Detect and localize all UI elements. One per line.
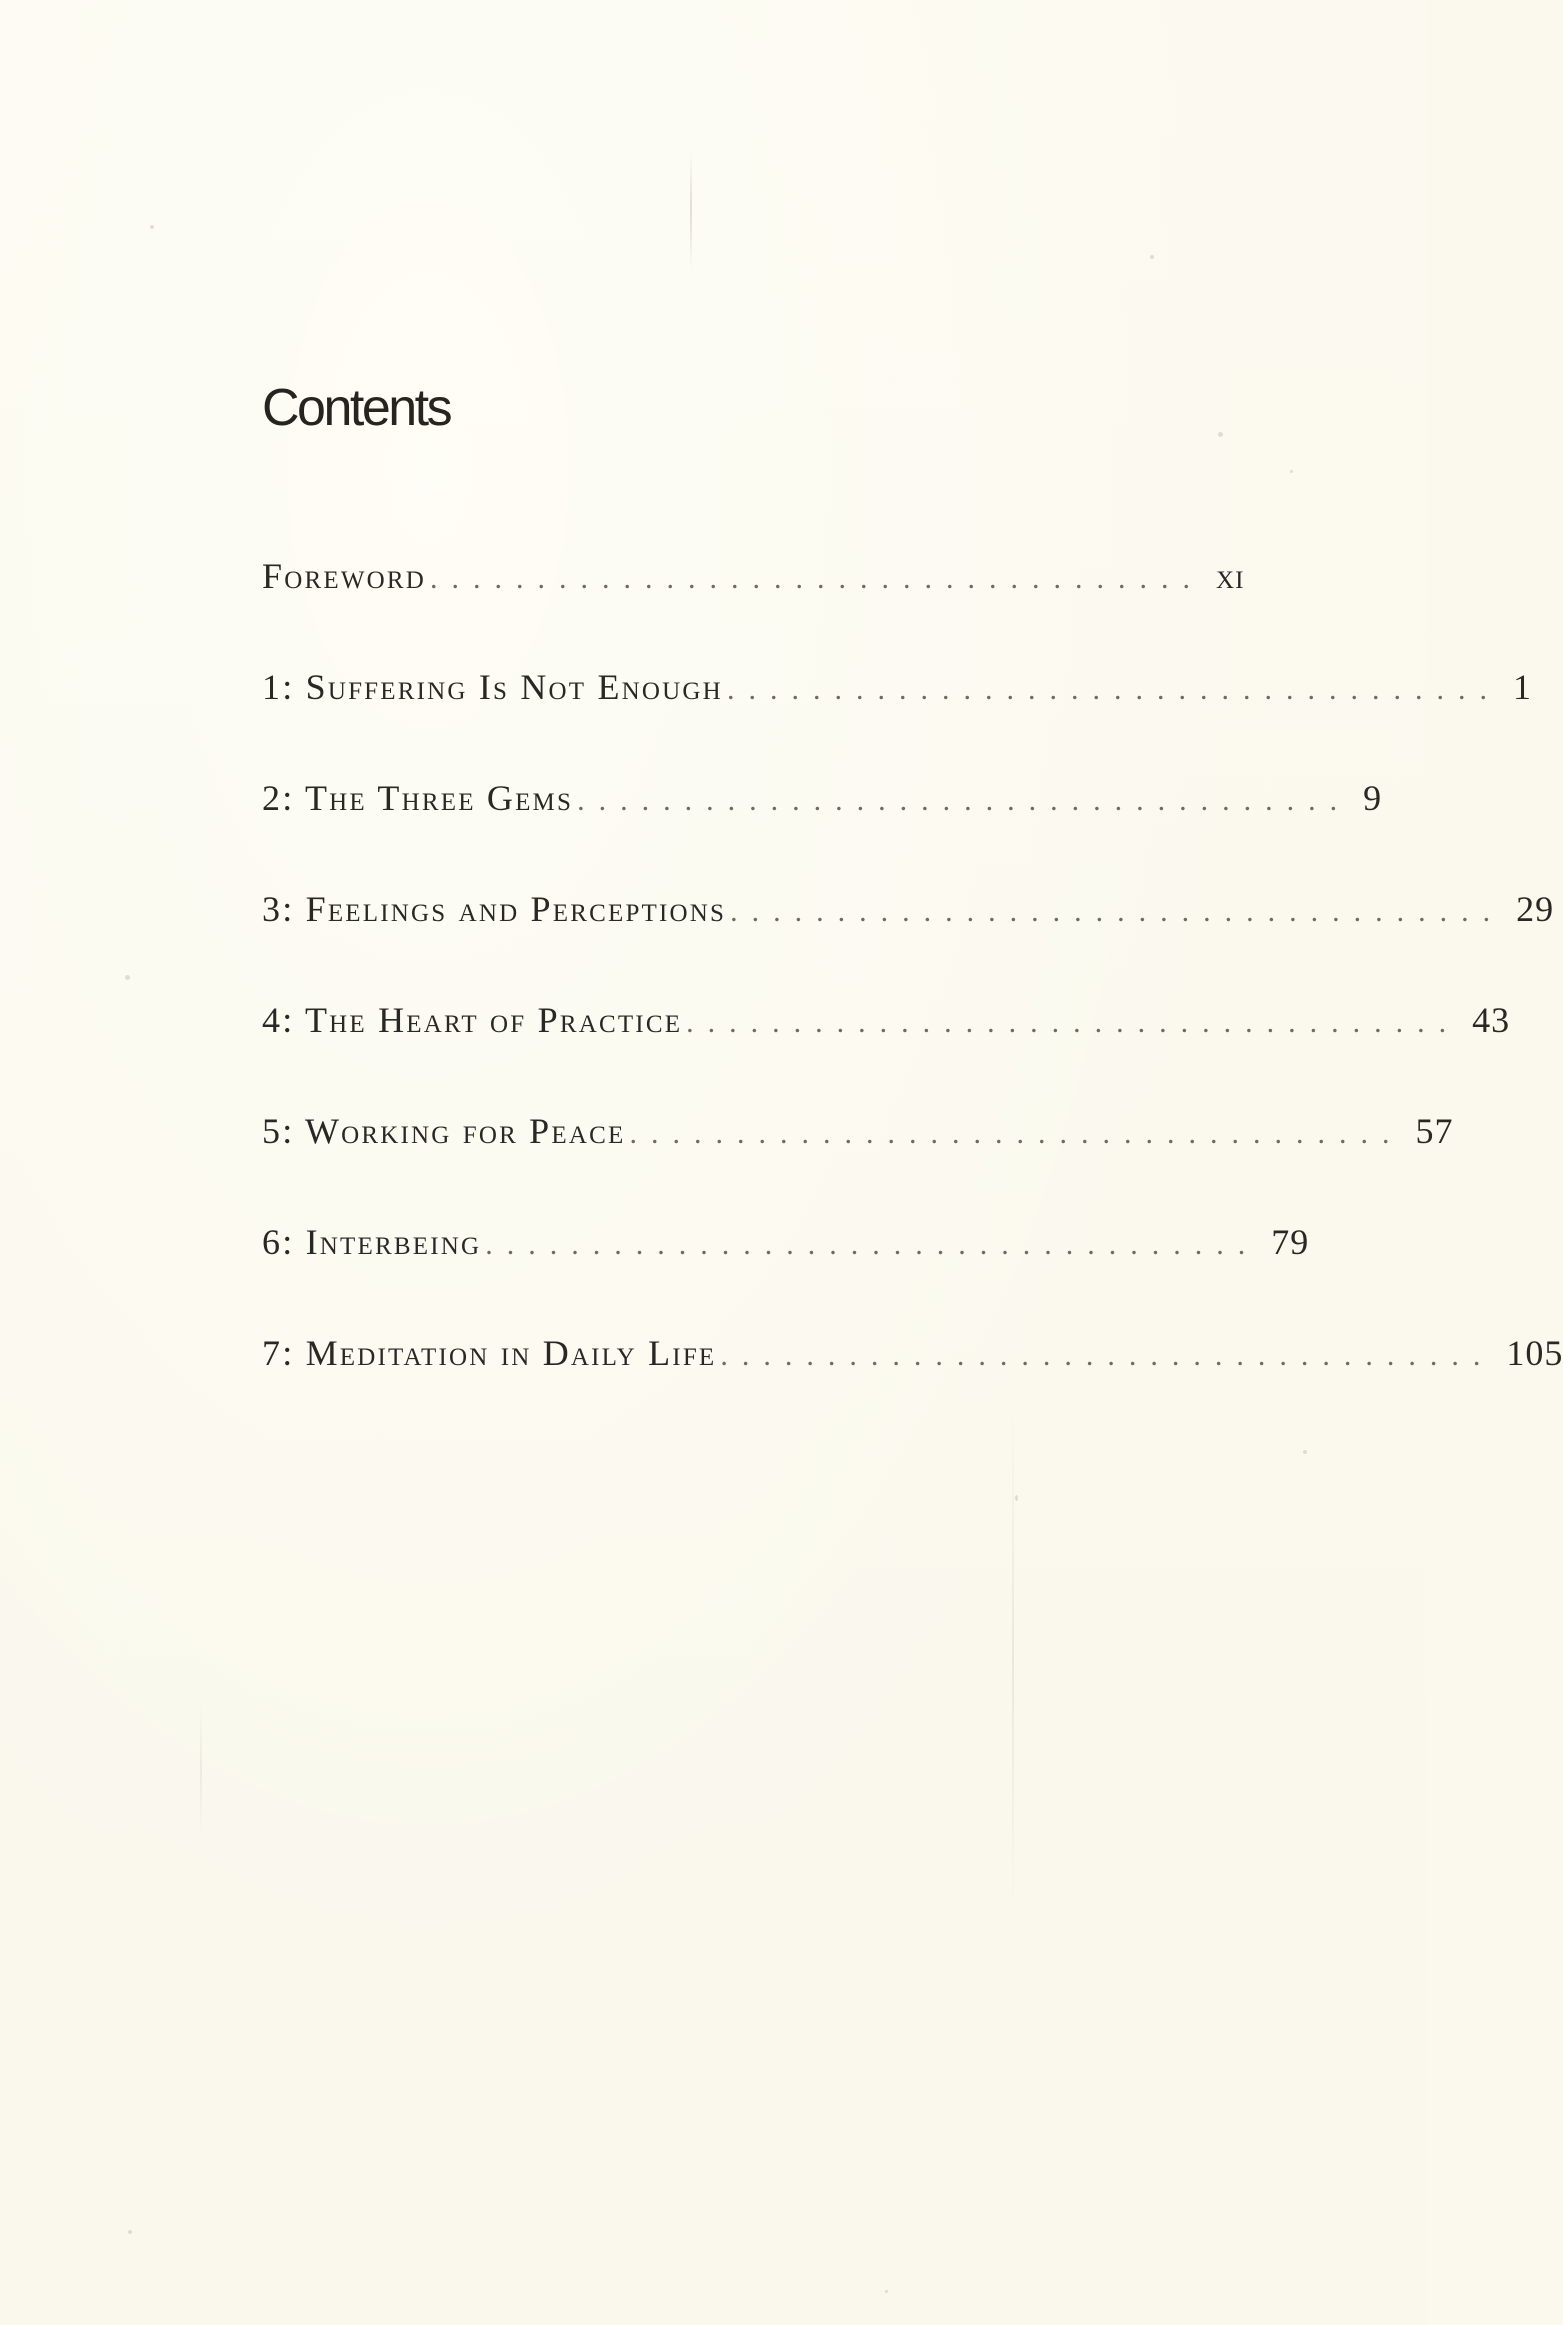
paper-speck — [1150, 255, 1154, 259]
paper-crease — [690, 150, 692, 270]
toc-entry-chapter-3[interactable] — [262, 888, 1555, 999]
toc-leader-dots: .................................... — [720, 1339, 1495, 1372]
toc-page-number: 43 — [1472, 1000, 1511, 1040]
paper-speck — [1290, 470, 1293, 473]
toc-entry-label: 6: Interbeing — [262, 1222, 482, 1262]
paper-speck — [885, 2290, 888, 2293]
paper-crease — [200, 1700, 202, 1840]
paper-crease — [1012, 1400, 1014, 1920]
toc-leader-dots: .................................... — [730, 895, 1505, 928]
paper-speck — [1218, 432, 1223, 437]
toc-page-number: xi — [1216, 556, 1245, 596]
toc-entry-label: 1: Suffering Is Not Enough — [262, 667, 723, 707]
paper-speck — [1303, 1450, 1307, 1454]
toc-entry-label: 3: Feelings and Perceptions — [262, 889, 727, 929]
toc-entry-label: 7: Meditation in Daily Life — [262, 1333, 717, 1373]
toc-entry-label: 5: Working for Peace — [262, 1111, 626, 1151]
table-of-contents — [262, 555, 1563, 1443]
toc-entry-chapter-1[interactable] — [262, 666, 1532, 777]
toc-leader-dots: .................................... — [726, 673, 1501, 706]
toc-leader-dots: .................................... — [686, 1006, 1461, 1039]
toc-entry-chapter-5[interactable] — [262, 1110, 1454, 1221]
toc-entry-label: 2: The Three Gems — [262, 778, 574, 818]
toc-entry-label: 4: The Heart of Practice — [262, 1000, 683, 1040]
toc-leader-dots: .................................... — [485, 1228, 1260, 1261]
toc-page-number: 29 — [1516, 889, 1555, 929]
toc-page-number: 105 — [1506, 1333, 1563, 1373]
toc-entry-label: Foreword — [262, 556, 427, 596]
paper-speck — [1015, 1495, 1018, 1501]
page-title: Contents — [262, 379, 451, 437]
paper-speck — [128, 2230, 132, 2234]
toc-page-number: 1 — [1512, 667, 1532, 707]
toc-entry-chapter-2[interactable] — [262, 777, 1383, 888]
toc-leader-dots: .................................... — [629, 1117, 1404, 1150]
toc-entry-chapter-4[interactable] — [262, 999, 1511, 1110]
paper-speck — [125, 975, 130, 980]
paper-speck — [150, 225, 154, 229]
toc-leader-dots: .................................... — [430, 562, 1205, 595]
toc-entry-chapter-7[interactable] — [262, 1332, 1563, 1443]
toc-page-number: 9 — [1363, 778, 1383, 818]
toc-leader-dots: .................................... — [577, 784, 1352, 817]
toc-entry-chapter-6[interactable] — [262, 1221, 1310, 1332]
toc-entry-foreword[interactable] — [262, 555, 1245, 666]
toc-page-number: 57 — [1415, 1111, 1454, 1151]
toc-page-number: 79 — [1271, 1222, 1310, 1262]
